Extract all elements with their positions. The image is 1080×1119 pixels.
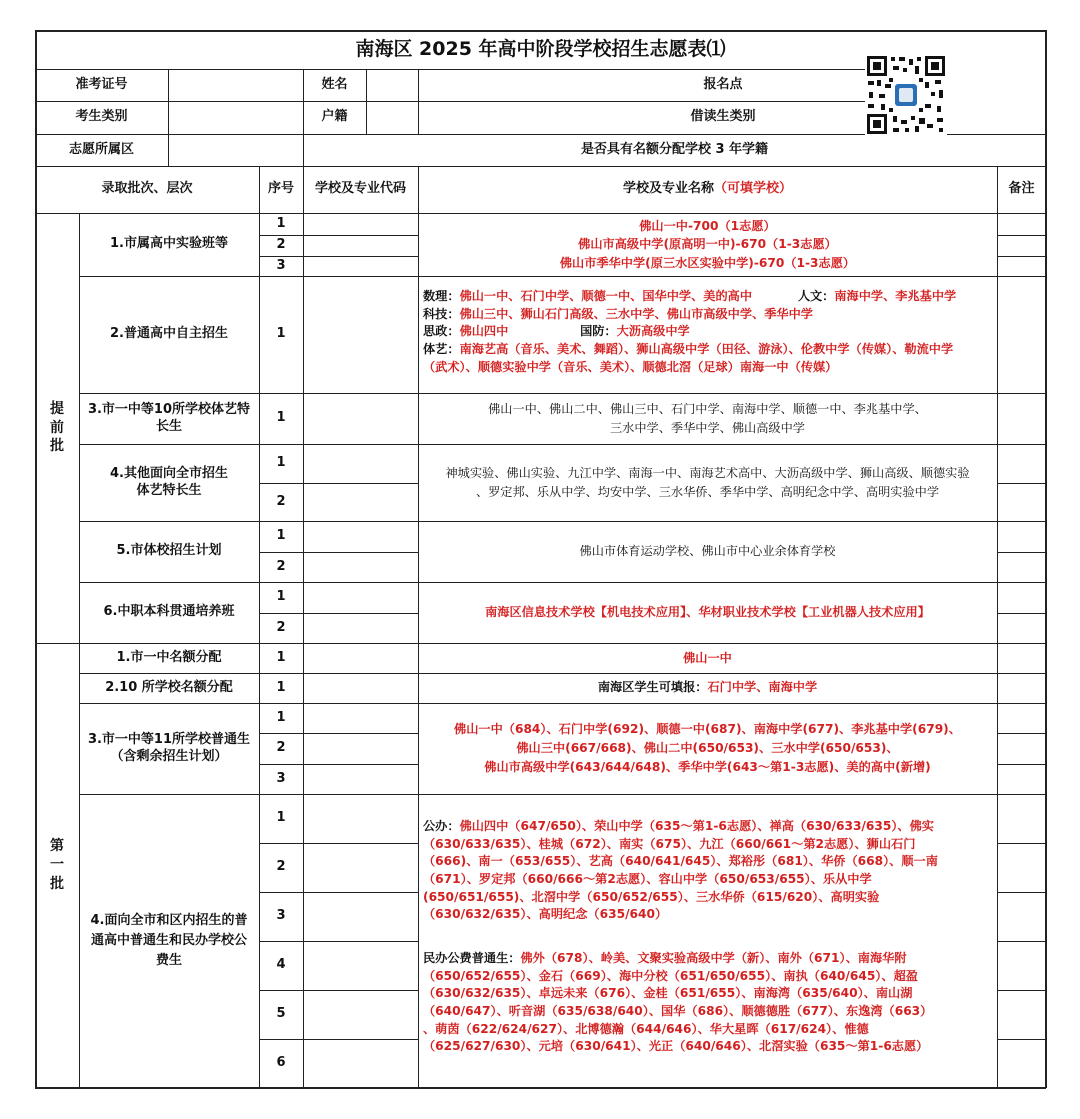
school-line: 佛山市高级中学(643/644/648)、季华中学(643～第1-3志愿)、美的高中(新增): [484, 759, 931, 774]
batch-first-char: 批: [50, 875, 64, 892]
school-line: 佛山一中、佛山二中、佛山三中、石门中学、南海中学、顺德一中、李兆基中学、: [488, 401, 927, 416]
col-code: 学校及专业代码: [314, 181, 406, 197]
school-line: 南海区信息技术学校【机电技术应用】、华材职业技术学校【工业机器人技术应用】: [485, 605, 930, 620]
seq-number: 3: [276, 908, 286, 924]
district-field[interactable]: [168, 134, 303, 166]
seq-number: 1: [276, 215, 286, 231]
seq-number: 1: [276, 810, 286, 826]
col-name-text: 学校及专业名称: [622, 181, 714, 197]
public-school-list: [423, 818, 995, 936]
seq-number: 2: [276, 859, 286, 875]
seq-number: 3: [276, 257, 286, 273]
seq-number: 2: [276, 740, 286, 756]
section-label: 4.面向全市和区内招生的普 通高中普通生和民办学校公 费生: [90, 912, 248, 969]
name-label: 姓名: [321, 76, 348, 92]
batch-early-char: 提: [50, 400, 64, 417]
school-line: (650/651/655)、北滘中学（650/652/655）、三水华侨（615/620）、高明实验: [423, 889, 880, 904]
school-list: [418, 703, 997, 794]
school-list: [418, 643, 997, 673]
seq-number: 3: [276, 770, 286, 786]
batch-first-char: 第: [50, 838, 64, 855]
batch-early-char: 前: [50, 419, 64, 436]
seq-number: 1: [276, 455, 286, 471]
enroll-row: 思政：佛山四中 国防：大沥高级中学: [423, 324, 690, 339]
seq-number: 1: [276, 410, 286, 426]
quota-prefix: 南海区学生可填报：: [597, 680, 708, 695]
col-remark: 备注: [1008, 181, 1035, 197]
seq-number: 1: [276, 589, 286, 605]
school-line: （630/633/635）、桂城（672）、南实（675）、九江（660/661～第2志愿）、狮山石门: [423, 836, 916, 851]
school-line: 佛山市高级中学(原高明一中)-670（1-3志愿）: [578, 237, 837, 252]
school-line: 民办公费普通生：佛外（678）、岭美、文聚实验高级中学（新）、南外（671）、南海华附: [423, 951, 907, 965]
seq-number: 5: [276, 1006, 286, 1022]
enroll-row: 科技：佛山三中、狮山石门高级、三水中学、佛山市高级中学、季华中学: [423, 306, 813, 321]
hukou-label: 户籍: [321, 109, 348, 125]
school-line: （650/652/655）、金石（669）、海中分校（651/650/655）、南执（640/645）、超盈: [423, 968, 918, 983]
borrow-type-label: 借读生类别: [690, 109, 756, 125]
school-line: 三水中学、季华中学、佛山高级中学: [610, 420, 805, 435]
candidate-type-field[interactable]: [168, 101, 303, 134]
school-line: 佛山市体育运动学校、佛山市中心业余体育学校: [579, 544, 836, 559]
section-label: 5.市体校招生计划: [116, 543, 222, 559]
section-label: 4.其他面向全市招生 体艺特长生: [110, 465, 228, 498]
quota-value: 石门中学、南海中学: [707, 680, 818, 695]
school-line: （671）、罗定邦（660/666～第2志愿）、容山中学（650/653/655）、乐从中学: [423, 872, 872, 887]
district-label: 志愿所属区: [68, 141, 134, 157]
section-label: 6.中职本科贯通培养班: [103, 604, 235, 620]
self-enrollment-list: [423, 288, 995, 388]
quota-schools: [418, 673, 997, 703]
school-line: 佛山一中（684）、石门中学(692)、顺德一中(687)、南海中学(677)、李兆基中学(679)、: [454, 722, 961, 737]
school-line: 公办：佛山四中（647/650）、荣山中学（635～第1-6志愿）、禅高（630/633/635）、佛实: [423, 819, 934, 833]
candidate-type-label: 考生类别: [75, 109, 128, 125]
school-list: [418, 521, 997, 582]
batch-first: [35, 643, 79, 1088]
exam-id-label: 准考证号: [75, 76, 128, 92]
batch-first-char: 一: [50, 857, 64, 874]
school-line: （630/632/635）、高明纪念（635/640）: [423, 907, 668, 922]
seq-number: 2: [276, 558, 286, 574]
school-list: [418, 444, 997, 521]
school-list: [418, 582, 997, 643]
section-label: 2.10 所学校名额分配: [105, 679, 233, 695]
section-label: 1.市属高中实验班等: [110, 236, 228, 252]
school-line: 佛山三中(667/668)、佛山二中(650/653)、三水中学(650/653)、: [516, 741, 899, 756]
col-name: [418, 166, 997, 213]
school-line: 、萌茵（622/624/627）、北博德瀚（644/646）、华大星晖（617/624）、惟德: [423, 1021, 869, 1036]
seq-number: 1: [276, 528, 286, 544]
col-seq: 序号: [267, 181, 294, 197]
school-line: 佛山市季华中学(原三水区实验中学)-670（1-3志愿）: [559, 255, 856, 270]
school-line: 神城实验、佛山实验、九江中学、南海一中、南海艺术高中、大沥高级中学、狮山高级、顺德实验: [445, 465, 970, 480]
seq-number: 1: [276, 649, 286, 665]
school-list: [418, 393, 997, 444]
enroll-row: 体艺：南海艺高（音乐、美术、舞蹈）、狮山高级中学（田径、游泳）、伦教中学（传媒）、勒流中学: [423, 342, 954, 357]
school-line: （666)、南一（653/655）、艺高（640/641/645）、郑裕彤（681）、华侨（668）、顺一南: [423, 854, 938, 869]
seq-number: 1: [276, 679, 286, 695]
seq-number: 2: [276, 493, 286, 509]
page-title: 南海区 2025 年高中阶段学校招生志愿表⑴: [355, 38, 726, 61]
section-label: 3.市一中等11所学校普通生 （含剩余招生计划）: [87, 731, 251, 764]
qr-code-icon: [865, 54, 947, 136]
seq-number: 1: [276, 709, 286, 725]
school-line: 佛山一中: [683, 650, 732, 665]
seq-number: 6: [276, 1055, 286, 1071]
school-line: （625/627/630）、元培（630/641）、光正（640/646）、北滘实验（635～第1-6志愿）: [423, 1039, 929, 1054]
quota-label: 是否具有名额分配学校 3 年学籍: [580, 141, 769, 157]
seq-number: 1: [276, 326, 286, 342]
enroll-row: （武术）、顺德实验中学（音乐、美术）、顺德北滘（足球）南海一中（传媒）: [423, 359, 838, 374]
seq-number: 4: [276, 957, 286, 973]
col-name-note: （可填学校）: [714, 181, 793, 197]
col-batch: 录取批次、层次: [101, 181, 193, 197]
section-label: 3.市一中等10所学校体艺特 长生: [87, 401, 251, 434]
school-line: 佛山一中-700（1志愿）: [639, 219, 776, 234]
hukou-field[interactable]: [366, 101, 418, 134]
school-line: （640/647）、听音湖（635/638/640）、国华（686）、顺德德胜（677）、东逸湾（663）: [423, 1004, 933, 1019]
name-field[interactable]: [366, 69, 418, 101]
school-list: [418, 213, 997, 276]
school-line: （630/632/635）、卓远未来（676）、金桂（651/655）、南海湾（635/640）、南山湖: [423, 986, 913, 1001]
seq-number: 2: [276, 237, 286, 253]
batch-early-char: 批: [50, 438, 64, 455]
section-label: 2.普通高中自主招生: [110, 326, 228, 342]
private-school-list: [423, 950, 995, 1085]
reg-point-label: 报名点: [703, 76, 743, 92]
application-form-table: [35, 30, 1046, 1088]
qr-code-graphic: [865, 54, 947, 136]
exam-id-field[interactable]: [168, 69, 303, 101]
seq-number: 2: [276, 619, 286, 635]
enroll-row: 数理：佛山一中、石门中学、顺德一中、国华中学、美的高中 人文：南海中学、李兆基中学: [423, 289, 957, 303]
school-line: 、罗定邦、乐从中学、均安中学、三水华侨、季华中学、高明纪念中学、高明实验中学: [475, 484, 940, 499]
section-label: 1.市一中名额分配: [116, 649, 222, 665]
batch-early: [35, 213, 79, 643]
